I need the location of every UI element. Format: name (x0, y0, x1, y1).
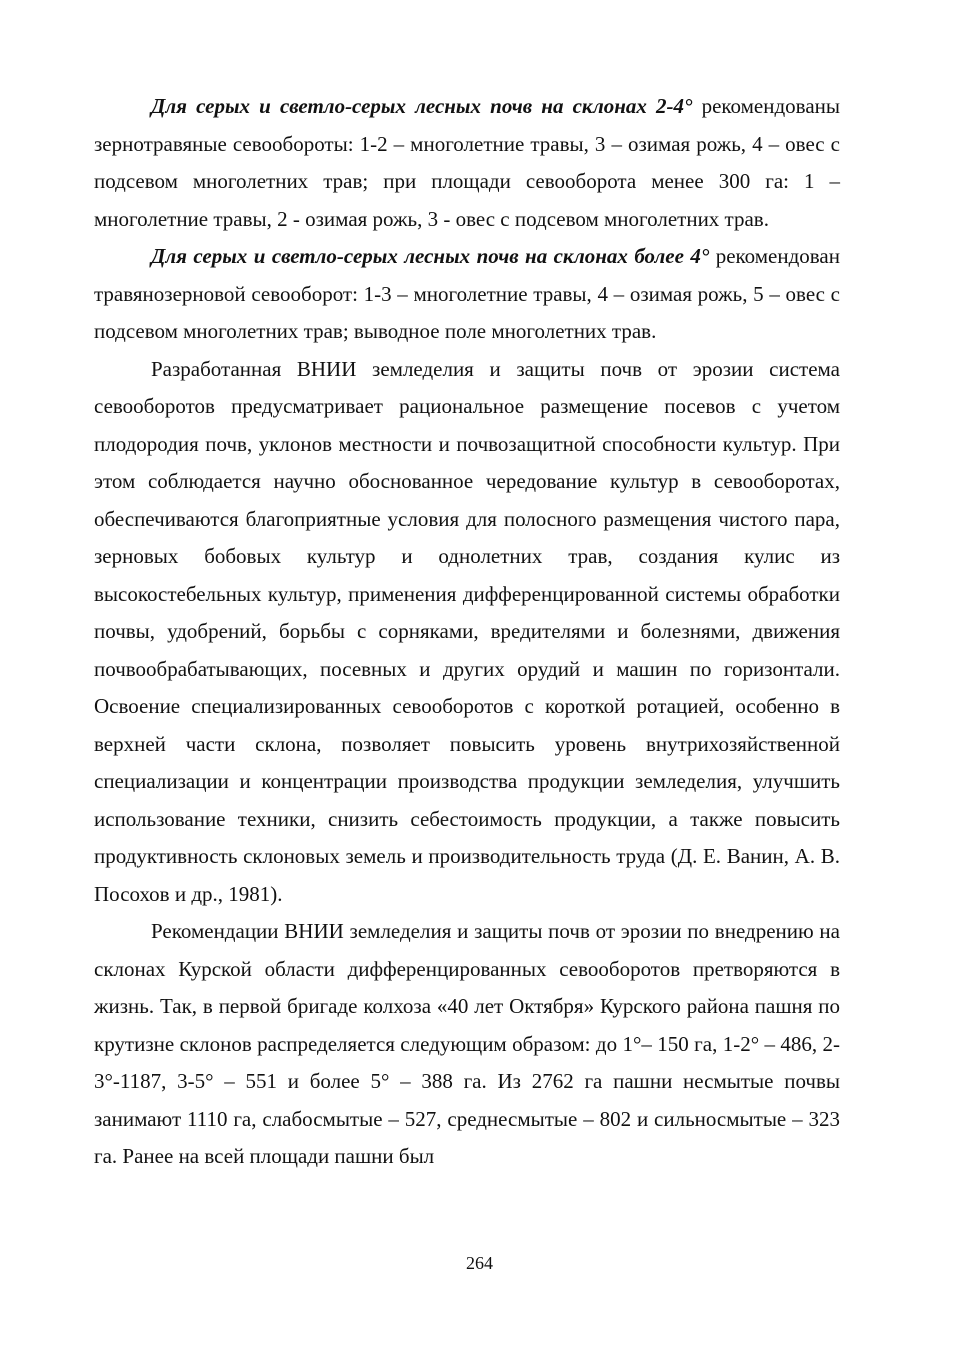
paragraph-text: рекомендованы зернотравяные севообороты: 1-2 – многолетние травы, 3 – озимая рожь, 4 – овес с подсевом многолетних трав; при площади севооборота менее 300 га: 1 – многолетние травы, 2 - озимая рожь, 3 - овес с подсевом многолетних трав. (94, 94, 840, 231)
paragraph-gray-soils-2-4 (94, 88, 840, 238)
page-body (94, 88, 840, 1176)
paragraph-text: рекомендован травянозерновой севооборот: 1-3 – многолетние травы, 4 – озимая рожь, 5 – овес с подсевом многолетних трав; выводное поле многолетних трав. (94, 244, 840, 343)
page-number: 264 (466, 1253, 493, 1273)
paragraph-vnii-system: Разработанная ВНИИ земледелия и защиты почв от эрозии система севооборотов предусматривает рациональное размещение посевов с учетом плодородия почв, уклонов местности и почвозащитной способности культур. При этом соблюдается научно обоснованное чередование культур в севооборотах, обеспечиваются благоприятные условия для полосного размещения чистого пара, зерновых бобовых культур и однолетних трав, создания кулис из высокостебельных культур, применения дифференцированной системы обработки почвы, удобрений, борьбы с сорняками, вредителями и болезнями, движения почвообрабатывающих, посевных и других орудий и машин по горизонтали. Освоение специализированных севооборотов с короткой ротацией, особенно в верхней части склона, позволяет повысить уровень внутрихозяйственной специализации и концентрации производства продукции земледелия, улучшить использование техники, снизить себестоимость продукции, а также повысить продуктивность склоновых земель и производительность труда (Д. Е. Ванин, А. В. Посохов и др., 1981). (94, 356, 840, 906)
paragraph-lead-italic: Для серых и светло-серых лесных почв на склонах более 4° (151, 244, 710, 268)
paragraph-gray-soils-over-4 (94, 238, 840, 351)
paragraph-lead-italic: Для серых и светло-серых лесных почв на склонах 2-4° (151, 94, 693, 118)
paragraph-kursk-recommendations: Рекомендации ВНИИ земледелия и защиты почв от эрозии по внедрению на склонах Курской области дифференцированных севооборотов претворяются в жизнь. Так, в первой бригаде колхоза «40 лет Октября» Курского района пашня по крутизне склонов распределяется следующим образом: до 1°– 150 га, 1-2° – 486, 2-3°-1187, 3-5° – 551 и более 5° – 388 га. Из 2762 га пашни несмытые почвы занимают 1110 га, слабосмытые – 527, среднесмытые – 802 и сильносмытые – 323 га. Ранее на всей площади пашни был (94, 919, 840, 1168)
